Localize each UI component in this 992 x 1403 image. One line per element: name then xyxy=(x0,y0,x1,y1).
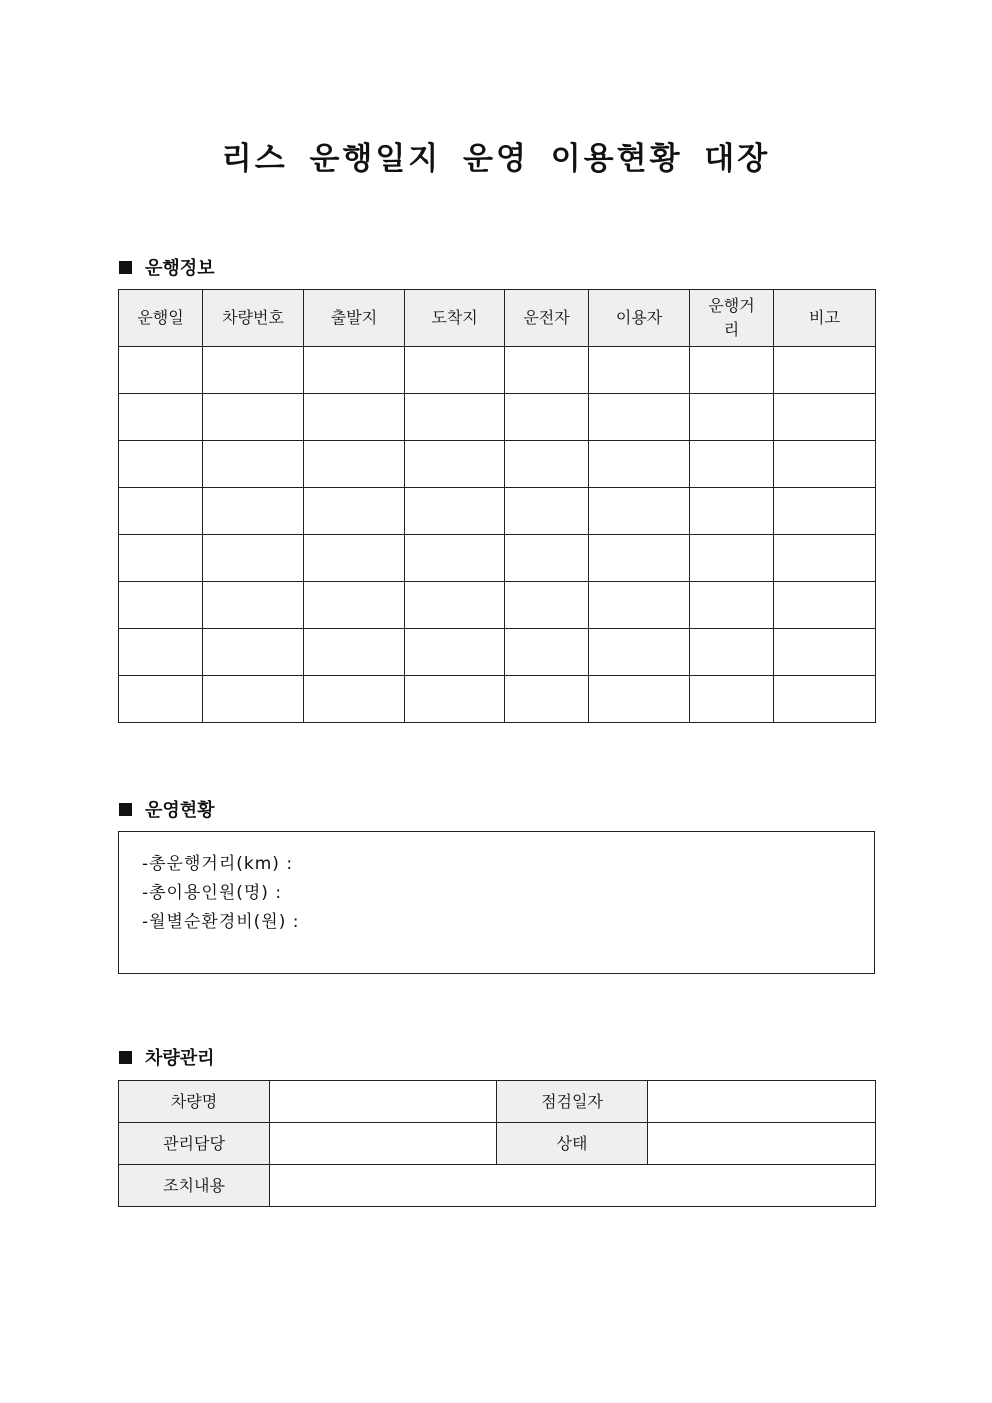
square-bullet-icon xyxy=(119,261,132,274)
cell-arrival[interactable] xyxy=(405,488,505,535)
cell-vehicle-number[interactable] xyxy=(203,347,304,394)
cell-remarks[interactable] xyxy=(774,441,876,488)
cell-distance[interactable] xyxy=(690,629,774,676)
cell-distance[interactable] xyxy=(690,676,774,723)
cell-departure[interactable] xyxy=(304,629,405,676)
action-field[interactable] xyxy=(270,1165,876,1207)
column-header-arrival: 도착지 xyxy=(405,290,505,347)
operation-info-table xyxy=(118,289,876,723)
vehicle-name-field[interactable] xyxy=(270,1081,497,1123)
table-row xyxy=(119,441,876,488)
operation-status-lines xyxy=(142,850,299,937)
table-row xyxy=(119,1165,876,1207)
cell-remarks[interactable] xyxy=(774,629,876,676)
cell-distance[interactable] xyxy=(690,488,774,535)
cell-remarks[interactable] xyxy=(774,535,876,582)
cell-driver[interactable] xyxy=(505,535,589,582)
cell-date[interactable] xyxy=(119,629,203,676)
column-header-remarks: 비고 xyxy=(774,290,876,347)
cell-driver[interactable] xyxy=(505,582,589,629)
column-header-date: 운행일 xyxy=(119,290,203,347)
status-label: 상태 xyxy=(497,1123,648,1165)
cell-user[interactable] xyxy=(589,394,690,441)
table-row xyxy=(119,347,876,394)
cell-distance[interactable] xyxy=(690,441,774,488)
cell-departure[interactable] xyxy=(304,441,405,488)
cell-remarks[interactable] xyxy=(774,394,876,441)
monthly-cost-line[interactable]: -월별순환경비(원) : xyxy=(142,912,300,932)
cell-vehicle-number[interactable] xyxy=(203,629,304,676)
cell-arrival[interactable] xyxy=(405,347,505,394)
status-field[interactable] xyxy=(648,1123,876,1165)
column-header-distance: 운행거리 xyxy=(690,290,774,347)
cell-driver[interactable] xyxy=(505,676,589,723)
table-row xyxy=(119,488,876,535)
total-distance-line[interactable]: -총운행거리(km) : xyxy=(142,854,294,874)
cell-departure[interactable] xyxy=(304,676,405,723)
cell-date[interactable] xyxy=(119,535,203,582)
cell-user[interactable] xyxy=(589,441,690,488)
cell-vehicle-number[interactable] xyxy=(203,394,304,441)
cell-vehicle-number[interactable] xyxy=(203,535,304,582)
manager-label: 관리담당 xyxy=(119,1123,270,1165)
operation-info-heading-label: 운행정보 xyxy=(145,258,215,279)
cell-remarks[interactable] xyxy=(774,582,876,629)
action-label: 조치내용 xyxy=(119,1165,270,1207)
cell-vehicle-number[interactable] xyxy=(203,582,304,629)
square-bullet-icon xyxy=(119,803,132,816)
column-header-departure: 출발지 xyxy=(304,290,405,347)
cell-driver[interactable] xyxy=(505,629,589,676)
square-bullet-icon xyxy=(119,1051,132,1064)
cell-driver[interactable] xyxy=(505,488,589,535)
cell-departure[interactable] xyxy=(304,347,405,394)
table-header-row xyxy=(119,290,876,347)
table-row xyxy=(119,1123,876,1165)
cell-departure[interactable] xyxy=(304,394,405,441)
table-row xyxy=(119,582,876,629)
cell-distance[interactable] xyxy=(690,394,774,441)
inspection-date-field[interactable] xyxy=(648,1081,876,1123)
cell-vehicle-number[interactable] xyxy=(203,488,304,535)
operation-status-heading-label: 운영현황 xyxy=(145,800,215,821)
cell-remarks[interactable] xyxy=(774,676,876,723)
cell-user[interactable] xyxy=(589,488,690,535)
cell-user[interactable] xyxy=(589,629,690,676)
cell-date[interactable] xyxy=(119,582,203,629)
cell-date[interactable] xyxy=(119,488,203,535)
cell-vehicle-number[interactable] xyxy=(203,676,304,723)
cell-driver[interactable] xyxy=(505,394,589,441)
table-row xyxy=(119,394,876,441)
table-row xyxy=(119,629,876,676)
cell-vehicle-number[interactable] xyxy=(203,441,304,488)
operation-status-box xyxy=(118,831,875,974)
vehicle-management-table xyxy=(118,1080,876,1207)
cell-arrival[interactable] xyxy=(405,582,505,629)
cell-distance[interactable] xyxy=(690,582,774,629)
cell-date[interactable] xyxy=(119,394,203,441)
cell-departure[interactable] xyxy=(304,535,405,582)
manager-field[interactable] xyxy=(270,1123,497,1165)
cell-user[interactable] xyxy=(589,347,690,394)
cell-arrival[interactable] xyxy=(405,441,505,488)
document-title: 리스 운행일지 운영 이용현황 대장 xyxy=(221,141,771,177)
cell-arrival[interactable] xyxy=(405,394,505,441)
total-users-line[interactable]: -총이용인원(명) : xyxy=(142,883,283,903)
inspection-date-label: 점검일자 xyxy=(497,1081,648,1123)
column-header-vehicle-number: 차량번호 xyxy=(203,290,304,347)
cell-user[interactable] xyxy=(589,582,690,629)
cell-date[interactable] xyxy=(119,676,203,723)
operation-status-heading xyxy=(119,796,215,822)
vehicle-name-label: 차량명 xyxy=(119,1081,270,1123)
column-header-driver: 운전자 xyxy=(505,290,589,347)
cell-date[interactable] xyxy=(119,347,203,394)
vehicle-management-heading xyxy=(119,1044,215,1070)
cell-user[interactable] xyxy=(589,535,690,582)
table-row xyxy=(119,535,876,582)
cell-remarks[interactable] xyxy=(774,488,876,535)
cell-remarks[interactable] xyxy=(774,347,876,394)
cell-departure[interactable] xyxy=(304,582,405,629)
cell-arrival[interactable] xyxy=(405,676,505,723)
cell-arrival[interactable] xyxy=(405,535,505,582)
cell-user[interactable] xyxy=(589,676,690,723)
cell-driver[interactable] xyxy=(505,347,589,394)
operation-info-heading xyxy=(119,254,215,280)
cell-driver[interactable] xyxy=(505,441,589,488)
column-header-user: 이용자 xyxy=(589,290,690,347)
cell-distance[interactable] xyxy=(690,535,774,582)
cell-date[interactable] xyxy=(119,441,203,488)
cell-arrival[interactable] xyxy=(405,629,505,676)
vehicle-management-heading-label: 차량관리 xyxy=(145,1048,215,1069)
cell-distance[interactable] xyxy=(690,347,774,394)
table-row xyxy=(119,676,876,723)
cell-departure[interactable] xyxy=(304,488,405,535)
table-row xyxy=(119,1081,876,1123)
